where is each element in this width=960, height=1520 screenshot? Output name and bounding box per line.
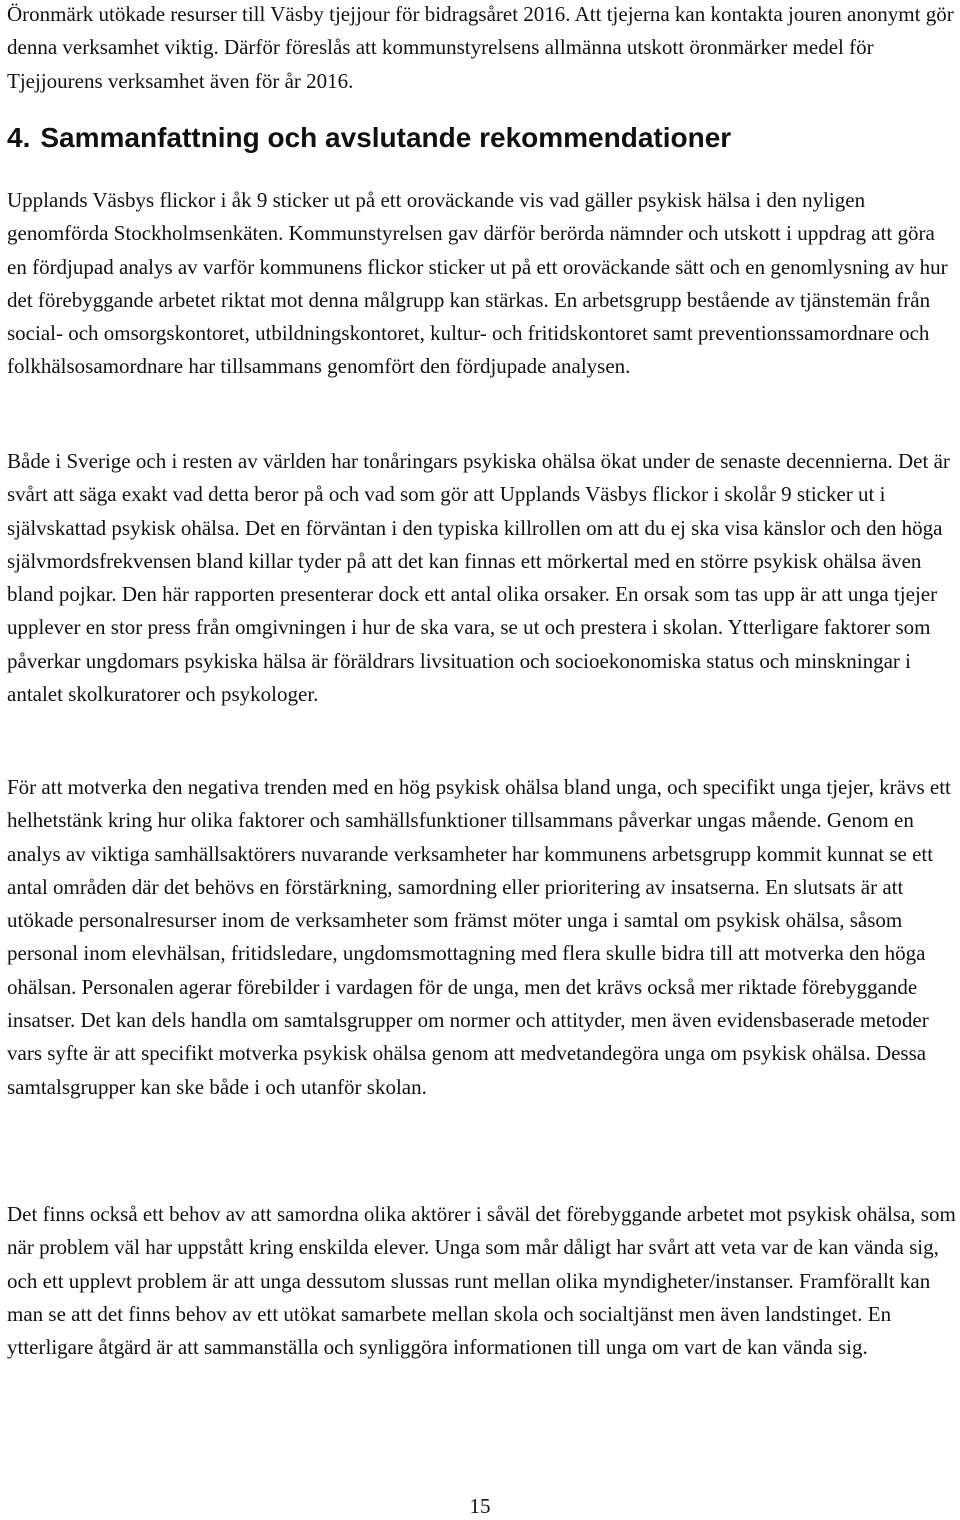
intro-paragraph: Öronmärk utökade resurser till Väsby tjejjour för bidragsåret 2016. Att tjejerna kan kontakta jouren anonymt gör denna verksamhet viktig. Därför föreslås att kommunstyrelsens allmänna utskott öronmärker medel för Tjejjourens verksamhet även för år 2016. [7,2,954,93]
section-title: Sammanfattning och avslutande rekommendationer [40,122,732,153]
body-paragraph-2: Både i Sverige och i resten av världen har tonåringars psykiska ohälsa ökat under de senaste decennierna. Det är svårt att säga exakt vad detta beror på och vad som gör att Upplands Väsbys flickor i skolår 9 sticker ut i självskattad psykisk ohälsa. Det en förväntan i den typiska killrollen om att du ej ska visa känslor och den höga självmordsfrekvensen bland killar tyder på att det kan finnas ett mörkertal med en större psykisk ohälsa även bland pojkar. Den här rapporten presenterar dock ett antal olika orsaker. En orsak som tas upp är att unga tjejer upplever en stor press från omgivningen i hur de ska vara, se ut och prestera i skolan. Ytterligare faktorer som påverkar ungdomars psykiska hälsa är föräldrars livsituation och socioekonomiska status och minskningar i antalet skolkuratorer och psykologer. [7,449,950,707]
section-number: 4. [7,122,31,153]
page-number: 15 [469,1494,491,1518]
body-paragraph-3: För att motverka den negativa trenden med en hög psykisk ohälsa bland unga, och specifikt unga tjejer, krävs ett helhetstänk kring hur olika faktorer och samhällsfunktioner tillsammans påverkar ungas mående. Genom en analys av viktiga samhällsaktörers nuvarande verksamheter har kommunens arbetsgrupp kommit kunnat se ett antal områden där det behövs en förstärkning, samordning eller prioritering av insatserna. En slutsats är att utökade personalresurser inom de verksamheter som främst möter unga i samtal om psykisk ohälsa, såsom personal inom elevhälsan, fritidsledare, ungdomsmottagning med flera skulle bidra till att motverka den höga ohälsan. Personalen agerar förebilder i vardagen för de unga, men det krävs också mer riktade förebyggande insatser. Det kan dels handla om samtalsgrupper om normer och attityder, men även evidensbaserade metoder vars syfte är att specifikt motverka psykisk ohälsa genom att medvetandegöra unga om psykisk ohälsa. Dessa samtalsgrupper kan ske både i och utanför skolan. [7,775,951,1099]
section-heading [7,118,731,158]
body-paragraph-4: Det finns också ett behov av att samordna olika aktörer i såväl det förebyggande arbetet mot psykisk ohälsa, som när problem väl har uppstått kring enskilda elever. Unga som mår dåligt har svårt att veta var de kan vända sig, och ett upplevt problem är att unga dessutom slussas runt mellan olika myndigheter/instanser. Framförallt kan man se att det finns behov av ett utökat samarbete mellan skola och socialtjänst men även landstinget. En ytterligare åtgärd är att sammanställa och synliggöra informationen till unga om vart de kan vända sig. [7,1202,956,1360]
body-paragraph-1: Upplands Väsbys flickor i åk 9 sticker ut på ett oroväckande vis vad gäller psykisk hälsa i den nyligen genomförda Stockholmsenkäten. Kommunstyrelsen gav därför berörda nämnder och utskott i uppdrag att göra en fördjupad analys av varför kommunens flickor sticker ut på ett oroväckande sätt och en genomlysning av hur det förebyggande arbetet riktat mot denna målgrupp kan stärkas. En arbetsgrupp bestående av tjänstemän från social- och omsorgskontoret, utbildningskontoret, kultur- och fritidskontoret samt preventionssamordnare och folkhälsosamordnare har tillsammans genomfört den fördjupade analysen. [7,188,948,379]
